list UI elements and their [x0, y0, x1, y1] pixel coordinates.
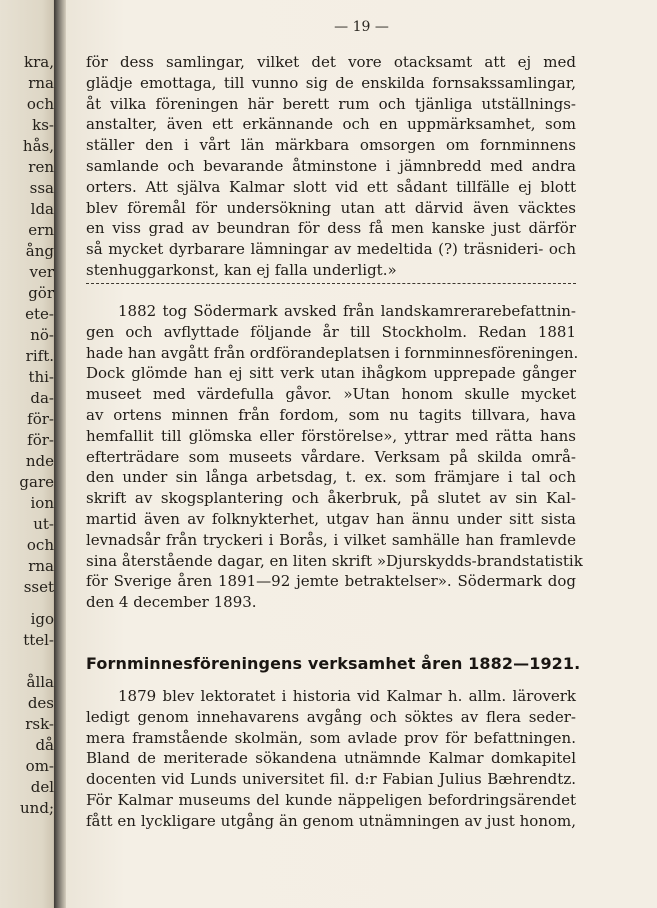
facing-page-text: sset — [23, 578, 54, 596]
text-line: samlande och bevarande åtminstone i jämnbredd med andra — [86, 157, 576, 175]
facing-page-text: rna — [28, 74, 54, 92]
text-line: ledigt genom innehavarens avgång och söktes av flera seder- — [86, 707, 576, 726]
facing-page-text: hås, — [22, 137, 54, 155]
text-line: ställer den i vårt län märkbara omsorgen om fornminnens — [86, 136, 576, 155]
text-line: så mycket dyrbarare lämningar av medeltida (?) träsnideri- och — [86, 240, 576, 259]
facing-page-text: för- — [27, 410, 54, 428]
text-line: 1882 tog Södermark avsked från landskamrerarebefattnin- — [118, 302, 576, 320]
section-heading: Fornminnesföreningens verksamhet åren 1882—1921. — [86, 654, 581, 673]
facing-page-text: rsk- — [25, 715, 54, 733]
facing-page-text: und; — [20, 799, 54, 817]
facing-page-text: då — [35, 736, 54, 754]
text-line: stenhuggarkonst, kan ej falla underligt.» — [86, 261, 397, 279]
text-line: docenten vid Lunds universitet fil. d:r Fabian Julius Bæhrendtz. — [86, 770, 576, 789]
facing-page-text: gare — [19, 473, 54, 491]
book-gutter — [54, 0, 66, 908]
text-line: anstalter, även ett erkännande och en uppmärksamhet, som — [86, 115, 576, 134]
text-line: sina återstående dagar, en liten skrift »Djurskydds-brandstatistik — [86, 551, 583, 570]
text-line: 1879 blev lektoratet i historia vid Kalmar h. allm. läroverk — [118, 687, 576, 705]
text-line: den under sin långa arbetsdag, t. ex. som främjare i tal och — [86, 468, 576, 487]
facing-page-text: och — [26, 95, 54, 113]
text-line: martid även av folknykterhet, utgav han ännu under sitt sista — [86, 510, 576, 528]
facing-page-text: thi- — [28, 368, 54, 386]
facing-page-text: ion — [30, 494, 54, 512]
facing-page-text: ttel- — [23, 631, 54, 649]
facing-page-text: för- — [27, 431, 54, 449]
text-line: den 4 december 1893. — [86, 593, 257, 612]
text-line: Bland de meriterade sökandena utnämnde Kalmar domkapitel — [86, 749, 576, 768]
text-line: museet med värdefulla gåvor. »Utan honom skulle mycket — [86, 385, 576, 404]
text-line: För Kalmar museums del kunde näppeligen befordringsärendet — [86, 791, 576, 809]
facing-page-text: lda — [30, 200, 54, 218]
facing-page-text: och — [26, 536, 54, 554]
facing-page-text: ver — [29, 263, 54, 281]
text-line: levnadsår från tryckeri i Borås, i vilket samhälle han framlevde — [86, 530, 576, 549]
facing-page-text: igo — [30, 610, 54, 628]
text-line: efterträdare som museets vårdare. Verksam på skilda områ- — [86, 447, 576, 466]
text-line: mera framstående skolmän, som avlade prov för befattningen. — [86, 728, 576, 747]
facing-page-text: ålla — [26, 673, 54, 691]
facing-page-text: nö- — [30, 326, 54, 344]
facing-page-text: ren — [28, 158, 54, 176]
facing-page-text: om- — [25, 757, 54, 775]
text-line: för Sverige åren 1891—92 jemte betraktelser». Södermark dog — [86, 572, 576, 591]
text-line: glädje emottaga, till vunno sig de enskilda fornsakssamlingar, — [86, 73, 576, 92]
text-line: hemfallit till glömska eller förstörelse», yttrar med rätta hans — [86, 426, 576, 445]
facing-page-text: ks- — [32, 116, 54, 134]
facing-page-text: del — [30, 778, 54, 796]
text-line: Dock glömde han ej sitt verk utan ihågkom upprepade gånger — [86, 364, 576, 383]
facing-page-text: ete- — [25, 305, 54, 323]
facing-page-text: ång — [25, 242, 54, 260]
text-line: gen och avflyttade följande år till Stockholm. Redan 1881 — [86, 322, 576, 341]
section-separator-dashes — [86, 283, 576, 285]
text-line: en viss grad av beundran för dess få men kanske just därför — [86, 219, 576, 238]
facing-page-text: rna — [28, 557, 54, 575]
text-line: blev föremål för undersökning utan att därvid även väcktes — [86, 198, 576, 217]
text-line: skrift av skogsplantering och åkerbruk, på slutet av sin Kal- — [86, 489, 576, 508]
facing-page-text: gör — [28, 284, 54, 302]
page-number: — 19 — — [334, 19, 389, 35]
text-line: fått en lyckligare utgång än genom utnämningen av just honom, — [86, 811, 576, 830]
facing-page-text: ern — [28, 221, 54, 239]
facing-page-text: nde — [25, 452, 54, 470]
facing-page-text: kra, — [24, 53, 54, 71]
text-line: hade han avgått från ordförandeplatsen i fornminnesföreningen. — [86, 343, 579, 362]
text-line: av ortens minnen från fordom, som nu tagits tillvara, hava — [86, 406, 576, 424]
facing-page-text: des — [27, 694, 54, 712]
facing-page-text: da- — [30, 389, 54, 407]
book-page — [66, 0, 657, 908]
facing-page-fragment — [0, 0, 60, 908]
facing-page-text: rift. — [25, 347, 54, 365]
facing-page-text: ut- — [33, 515, 54, 533]
text-line: åt vilka föreningen här berett rum och tjänliga utställnings- — [86, 94, 576, 113]
text-line: för dess samlingar, vilket det vore otacksamt att ej med — [86, 53, 576, 71]
text-line: orters. Att själva Kalmar slott vid ett sådant tillfälle ej blott — [86, 177, 576, 196]
facing-page-text: ssa — [29, 179, 54, 197]
